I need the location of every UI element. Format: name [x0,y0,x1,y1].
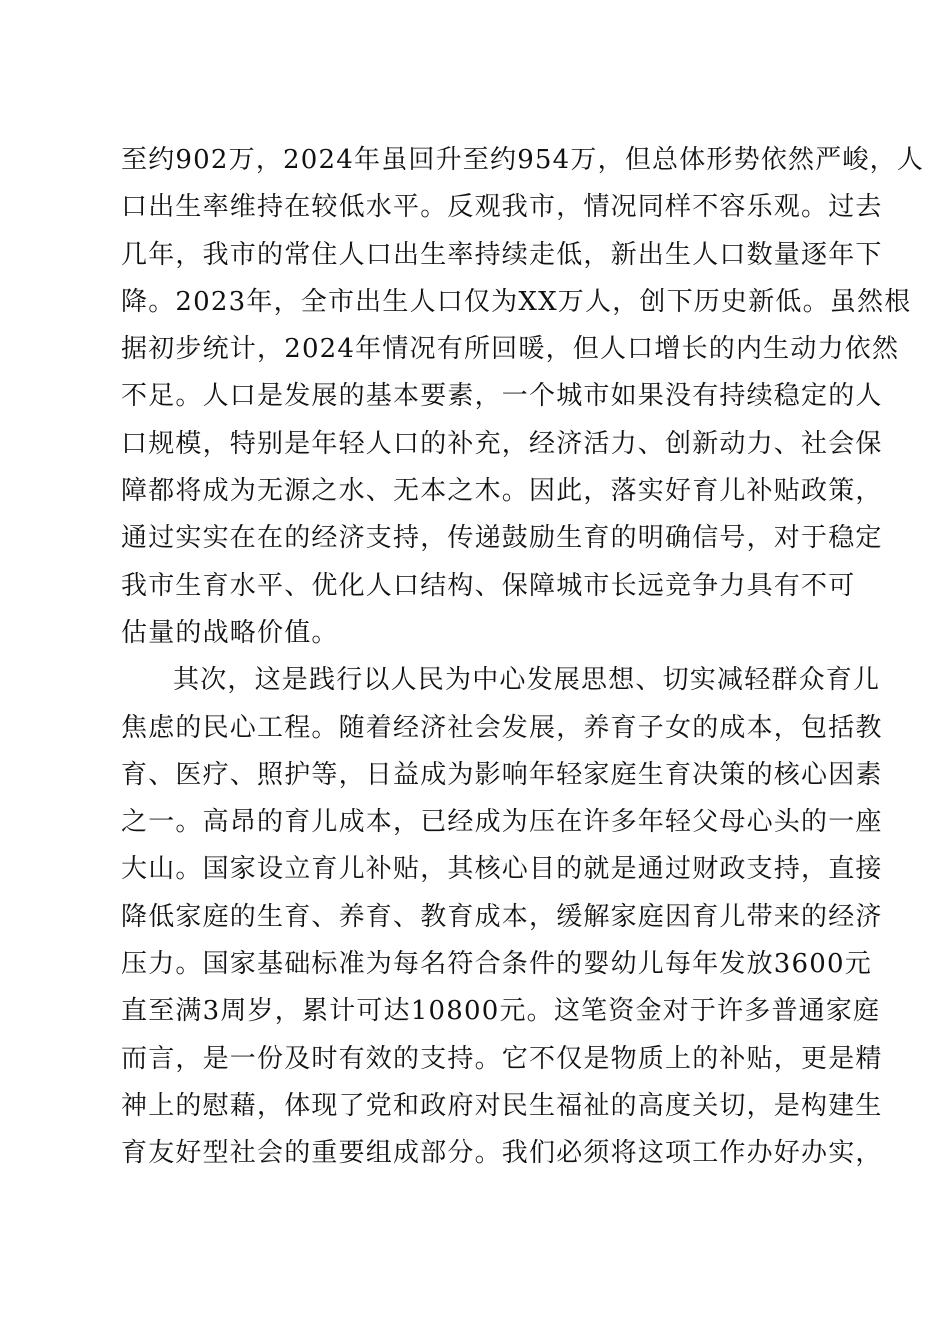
text-line: 压力。国家基础标准为每名符合条件的婴幼儿每年发放3600元 [121,949,872,980]
text-line: 降。2023年，全市出生人口仅为XX万人，创下历史新低。虽然根 [121,286,912,317]
text-line: 直至满3周岁，累计可达10800元。这笔资金对于许多普通家庭 [121,996,881,1027]
text-line: 几年，我市的常住人口出生率持续走低，新出生人口数量逐年下 [121,239,883,270]
text-line: 其次，这是践行以人民为中心发展思想、切实减轻群众育儿 [173,665,881,696]
body-text [121,137,925,1178]
text-line: 神上的慰藉，体现了党和政府对民生福祉的高度关切，是构建生 [121,1090,883,1121]
text-line: 不足。人口是发展的基本要素，一个城市如果没有持续稳定的人 [121,381,883,412]
text-line: 之一。高昂的育儿成本，已经成为压在许多年轻父母心头的一座 [121,807,883,838]
text-line: 口出生率维持在较低水平。反观我市，情况同样不容乐观。过去 [121,192,883,223]
text-line: 据初步统计，2024年情况有所回暖，但人口增长的内生动力依然 [121,334,900,365]
text-line: 育、医疗、照护等，日益成为影响年轻家庭生育决策的核心因素 [121,759,883,790]
text-line: 我市生育水平、优化人口结构、保障城市长远竞争力具有不可 [121,570,856,601]
text-line: 而言，是一份及时有效的支持。它不仅是物质上的补贴，更是精 [121,1043,883,1074]
text-line: 焦虑的民心工程。随着经济社会发展，养育子女的成本，包括教 [121,712,883,743]
text-line: 通过实实在在的经济支持，传递鼓励生育的明确信号，对于稳定 [121,523,883,554]
text-line: 大山。国家设立育儿补贴，其核心目的就是通过财政支持，直接 [121,854,883,885]
text-line: 育友好型社会的重要组成部分。我们必须将这项工作办好办实， [121,1138,883,1169]
text-line: 降低家庭的生育、养育、教育成本，缓解家庭因育儿带来的经济 [121,901,883,932]
paragraph-livelihood [121,657,883,1177]
text-line: 至约902万，2024年虽回升至约954万，但总体形势依然严峻，人 [121,145,925,175]
text-line: 障都将成为无源之水、无本之木。因此，落实好育儿补贴政策， [121,476,883,507]
text-line: 口规模，特别是年轻人口的补充，经济活力、创新动力、社会保 [121,428,883,459]
text-line: 估量的战略价值。 [121,617,339,648]
paragraph-population [121,137,925,657]
